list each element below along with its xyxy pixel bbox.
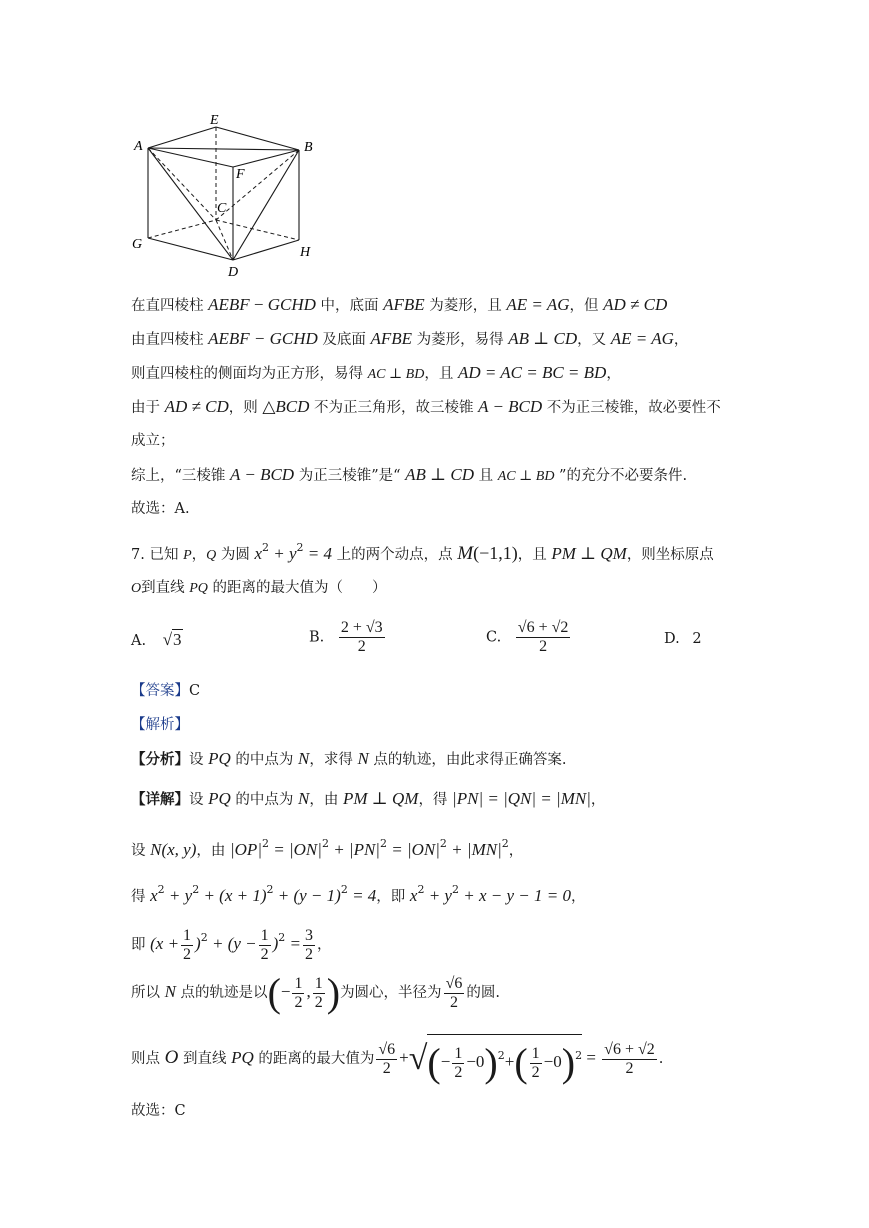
- edge-GC: [148, 220, 216, 238]
- xiangjie-line: 【详解】设 PQ 的中点为 N，由 PM ⊥ QM，得 |PN| = |QN| = |MN|，: [131, 789, 606, 808]
- option-b-numerator: 2 + √3: [340, 619, 383, 636]
- fenxi-line: 【分析】设 PQ 的中点为 N，求得 N 点的轨迹，由此求得正确答案.: [131, 749, 567, 768]
- edge-AB: [148, 148, 299, 150]
- proof-line-1: 在直四棱柱 AEBF − GCHD 中，底面 AFBE 为菱形，且 AE = AG，但 AD ≠ CD: [131, 295, 668, 314]
- step-5: 则点 O 到直线 PQ 的距离的最大值为 $\frac{√6}{2}$ +√(− $\frac{1}{2}$ −0)$^2$+( $\frac{1}{2}$ −0)$^2$ = $\frac{√6 + √2}{2}$ .: [131, 1033, 663, 1084]
- prism-figure: [128, 110, 318, 285]
- option-a-value: 3: [173, 630, 182, 649]
- option-a-label: A.: [131, 633, 147, 649]
- option-d-value: 2: [692, 631, 702, 647]
- label-C: C: [217, 201, 227, 216]
- edge-AC: [148, 148, 216, 220]
- option-b-label: B.: [309, 629, 325, 646]
- label-F: F: [236, 167, 245, 182]
- edge-CH: [216, 220, 299, 240]
- step-3: 即 (x + $\frac{1}{2}$ )$^2$ + (y − $\frac{1}{2}$ )$^2$ = $\frac{3}{2}$ ，: [131, 926, 332, 963]
- label-B: B: [304, 140, 313, 155]
- proof-line-4: 由于 AD ≠ CD，则 △BCD 不为正三角形，故三棱锥 A − BCD 不为正三棱锥，故必要性不: [131, 397, 721, 416]
- proof-line-3: 则直四棱柱的侧面均为正方形，易得 AC ⊥ BD，且 AD = AC = BC = BD，: [131, 363, 621, 382]
- option-d[interactable]: [664, 631, 702, 647]
- proof-line-2: 由直四棱柱 AEBF − GCHD 及底面 AFBE 为菱形，易得 AB ⊥ CD，又 AE = AG，: [131, 329, 689, 348]
- option-d-label: D.: [664, 631, 680, 647]
- option-c[interactable]: [486, 619, 572, 656]
- edge-CD: [216, 220, 233, 260]
- option-a[interactable]: A. √3: [131, 630, 182, 649]
- option-b[interactable]: [309, 619, 387, 656]
- step-2: 得 $x^2 + y^2 + (x + 1)^2 + (y - 1)^2 = 4$，即 $x^2 + y^2 + x - y - 1 = 0$，: [131, 883, 586, 905]
- answer-line: [131, 681, 200, 701]
- edge-AE: [148, 127, 216, 148]
- answer-value: C: [189, 683, 201, 699]
- option-c-denominator: 2: [539, 638, 548, 655]
- proof-line-7: 故选：A.: [131, 501, 190, 517]
- edge-BF: [233, 150, 299, 167]
- label-G: G: [132, 237, 143, 252]
- edge-EB: [216, 127, 299, 150]
- proof-line-6: 综上，“三棱锥 A − BCD 为正三棱锥”是“ AB ⊥ CD 且 AC ⊥ BD ”的充分不必要条件.: [131, 465, 688, 484]
- final-answer: 故选：C: [131, 1103, 186, 1119]
- option-c-label: C.: [486, 629, 502, 646]
- answer-tag: 【答案】: [131, 683, 189, 699]
- option-b-denominator: 2: [357, 638, 366, 655]
- step-1: 设 N(x, y)，由 $|OP|^2 = |ON|^2 + |PN|^2 = |ON|^2 + |MN|^2$，: [131, 837, 524, 859]
- label-A: A: [134, 139, 143, 154]
- step-4: 所以 N 点的轨迹是以(− $\frac{1}{2}$ , $\frac{1}{2}$ )为圆心，半径为 $\frac{√6}{2}$ 的圆.: [131, 970, 500, 1015]
- question-7-line-2: O到直线 PQ 的距离的最大值为（ ）: [131, 580, 387, 596]
- question-7-line-1: 7. 已知 P，Q 为圆 $x^2 + y^2 = 4$ 上的两个动点，点 M(−1,1)，且 PM ⊥ QM，则坐标原点: [131, 541, 714, 564]
- proof-line-5: 成立；: [131, 433, 175, 449]
- label-D: D: [228, 265, 239, 280]
- edge-GD: [148, 238, 233, 260]
- option-c-numerator: √6 + √2: [517, 619, 569, 636]
- analysis-label: 【解析】: [131, 717, 189, 733]
- label-E: E: [210, 113, 219, 128]
- label-H: H: [300, 245, 311, 260]
